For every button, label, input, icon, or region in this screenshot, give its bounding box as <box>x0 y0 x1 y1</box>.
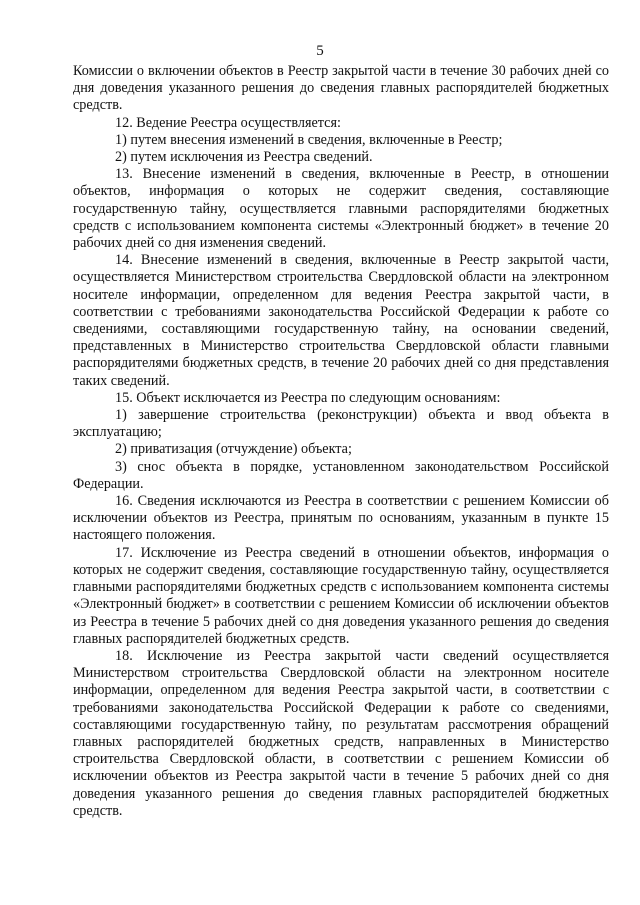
paragraph: 1) путем внесения изменений в сведения, включенные в Реестр; <box>115 131 503 148</box>
paragraph: 2) приватизация (отчуждение) объекта; <box>115 441 352 458</box>
paragraph: 14. Внесение изменений в сведения, включенные в Реестр закрытой части, осуществляется Министерством строительства Свердловской области на электронном носителе информации, определенном для ведения Реестра закрытой части, в соответствии с требованиями законодательства Российской Федерации к работе со сведениями, составляющими государственную тайну, на основании сведений, представленных в Министерство строительства Свердловской области главными распорядителями бюджетных средств, в течение 20 рабочих дней со дня представления таких сведений. <box>73 252 609 389</box>
paragraph: 13. Внесение изменений в сведения, включенные в Реестр, в отношении объектов, информация о которых не содержит сведения, составляющие государственную тайну, осуществляется главными распорядителями бюджетных средств с использованием компонента системы «Электронный бюджет» в течение 20 рабочих дней со дня изменения сведений. <box>73 166 609 252</box>
paragraph: 17. Исключение из Реестра сведений в отношении объектов, информация о которых не содержит сведения, составляющие государственную тайну, осуществляется главными распорядителями бюджетных средств с использованием компонента системы «Электронный бюджет» в соответствии с решением Комиссии об исключении объектов из Реестра в течение 5 рабочих дней со дня доведения указанного решения до сведения главных распорядителей бюджетных средств. <box>73 544 609 647</box>
paragraph: Комиссии о включении объектов в Реестр закрытой части в течение 30 рабочих дней со дня доведения указанного решения до сведения главных распорядителей бюджетных средств. <box>73 63 609 114</box>
paragraph: 1) завершение строительства (реконструкции) объекта и ввод объекта в эксплуатацию; <box>73 407 609 441</box>
paragraph: 15. Объект исключается из Реестра по следующим основаниям: <box>115 389 501 406</box>
paragraph: 12. Ведение Реестра осуществляется: <box>115 114 341 131</box>
paragraph: 18. Исключение из Реестра закрытой части сведений осуществляется Министерством строительства Свердловской области на электронном носителе информации, определенном для ведения Реестра закрытой части, в соответствии с требованиями законодательства Российской Федерации к работе со сведениями, составляющими государственную тайну, по результатам рассмотрения обращений главных распорядителей бюджетных средств, направленных в Министерство строительства Свердловской области, в соответствии с решением Комиссии об исключении объектов из Реестра закрытой части в течение 5 рабочих дней со дня доведения указанного решения до сведения главных распорядителей бюджетных средств. <box>73 647 609 819</box>
paragraph: 16. Сведения исключаются из Реестра в соответствии с решением Комиссии об исключении объектов из Реестра, принятым по основаниям, указанным в пункте 15 настоящего положения. <box>73 493 609 544</box>
paragraph: 3) снос объекта в порядке, установленном законодательством Российской Федерации. <box>73 458 609 492</box>
document-body <box>73 63 609 820</box>
page-number: 5 <box>316 43 324 59</box>
paragraph: 2) путем исключения из Реестра сведений. <box>115 149 373 166</box>
